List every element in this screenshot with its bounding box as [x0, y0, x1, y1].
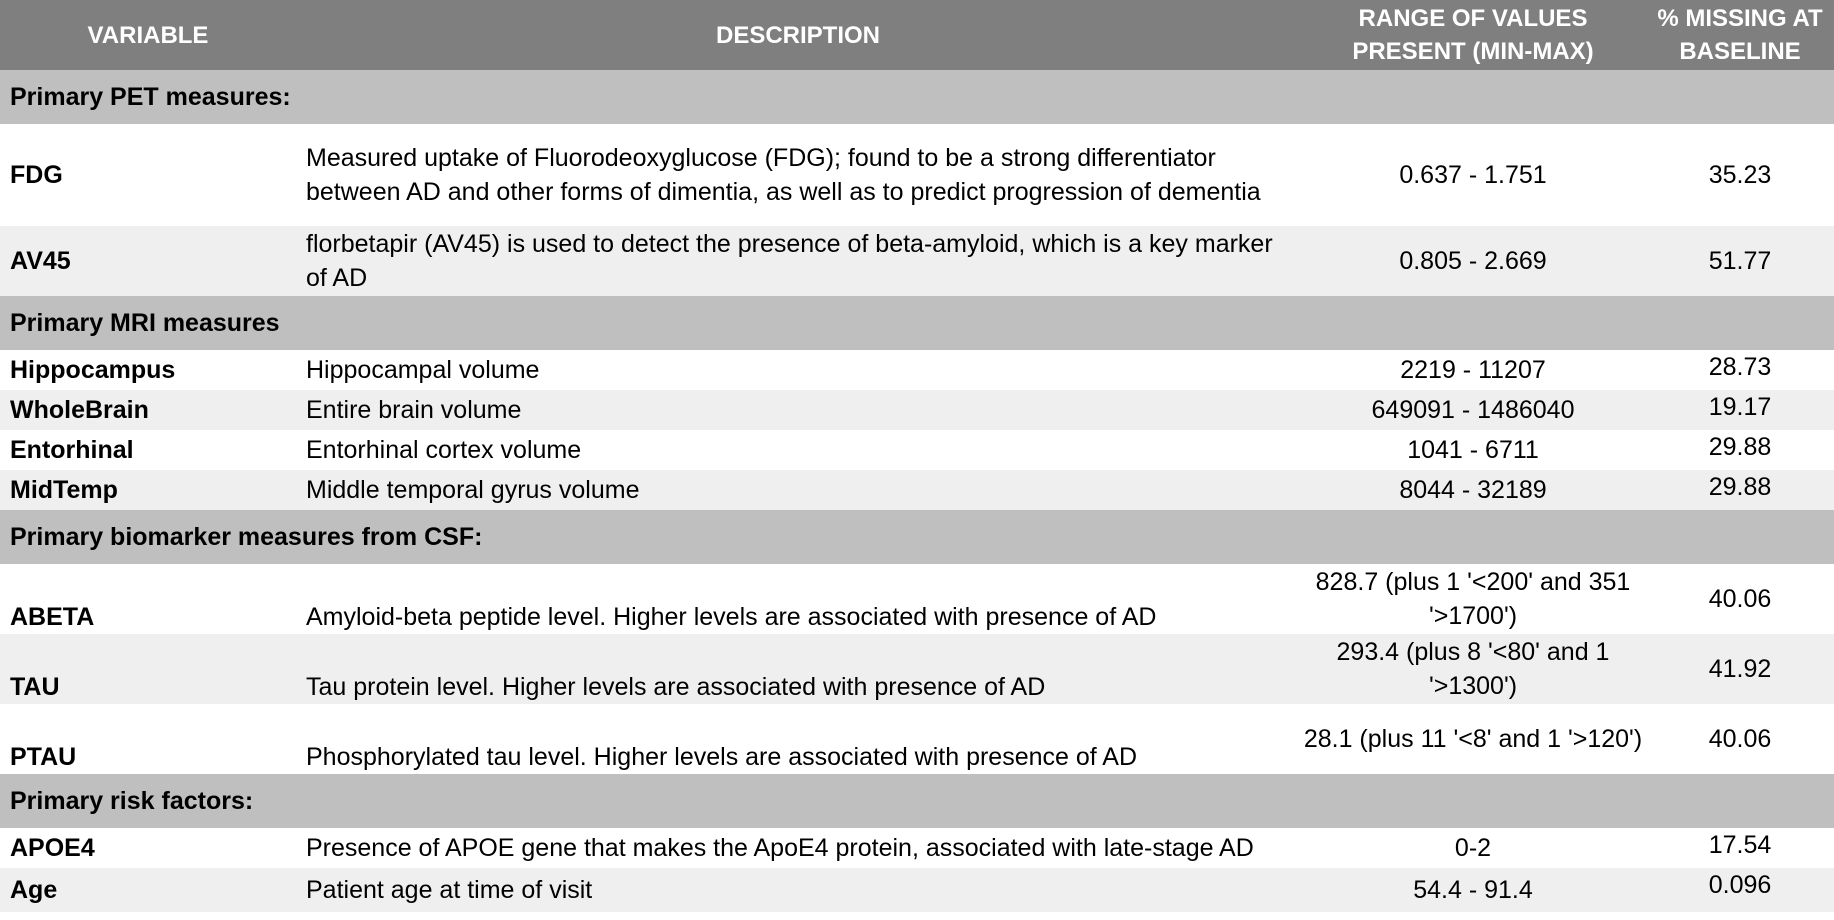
table-row [0, 350, 1834, 390]
cell-missing: 35.23 [1708, 161, 1772, 189]
cell-variable: ABETA [10, 603, 95, 631]
cell-description: Measured uptake of Fluorodeoxyglucose (FDG); found to be a strong differentiator between AD and other forms of dimentia, as well as to predict progression of dementia [306, 144, 1261, 206]
cell-description: Entire brain volume [306, 396, 522, 424]
cell-variable: FDG [10, 161, 63, 189]
section-header [0, 774, 1834, 828]
cell-range: 0-2 [1454, 834, 1492, 862]
table-row [0, 124, 1834, 226]
cell-description: Patient age at time of visit [306, 876, 593, 904]
section-header [0, 510, 1834, 564]
cell-range: 293.4 (plus 8 '<80' and 1 '>1300') [1336, 638, 1610, 700]
cell-variable: MidTemp [10, 476, 118, 504]
cell-range: 828.7 (plus 1 '<200' and 351 '>1700') [1315, 568, 1631, 630]
table-row [0, 226, 1834, 296]
header-range: RANGE OF VALUES PRESENT (MIN-MAX) [1352, 5, 1594, 65]
cell-variable: TAU [10, 673, 60, 701]
cell-range: 28.1 (plus 11 '<8' and 1 '>120') [1303, 725, 1643, 753]
cell-description: Middle temporal gyrus volume [306, 476, 640, 504]
table-header [0, 0, 1834, 70]
cell-missing: 29.88 [1708, 473, 1772, 501]
header-missing: % MISSING AT BASELINE [1657, 5, 1823, 65]
cell-range: 0.637 - 1.751 [1399, 161, 1547, 189]
cell-missing: 51.77 [1708, 247, 1772, 275]
table-row [0, 704, 1834, 774]
cell-range: 1041 - 6711 [1407, 436, 1539, 464]
table-row [0, 634, 1834, 704]
cell-missing: 28.73 [1708, 353, 1772, 381]
cell-description: Hippocampal volume [306, 356, 540, 384]
cell-missing: 0.096 [1708, 871, 1772, 899]
cell-description: Presence of APOE gene that makes the ApoE4 protein, associated with late-stage AD [306, 834, 1254, 862]
cell-missing: 19.17 [1708, 393, 1772, 421]
cell-description: Tau protein level. Higher levels are associated with presence of AD [306, 673, 1046, 701]
section-header [0, 70, 1834, 124]
cell-variable: Entorhinal [10, 436, 134, 464]
section-title: Primary biomarker measures from CSF: [10, 523, 483, 551]
section-title: Primary MRI measures [10, 309, 280, 337]
table-row [0, 868, 1834, 912]
cell-missing: 17.54 [1708, 831, 1772, 859]
section-title: Primary risk factors: [10, 787, 254, 815]
cell-description: Phosphorylated tau level. Higher levels are associated with presence of AD [306, 743, 1138, 771]
table-row [0, 430, 1834, 470]
section-title: Primary PET measures: [10, 83, 291, 111]
table-row [0, 564, 1834, 634]
cell-variable: PTAU [10, 743, 77, 771]
cell-description: Amyloid-beta peptide level. Higher levels are associated with presence of AD [306, 603, 1157, 631]
cell-missing: 41.92 [1708, 655, 1772, 683]
cell-range: 0.805 - 2.669 [1399, 247, 1547, 275]
cell-variable: Age [10, 876, 58, 904]
table-row [0, 828, 1834, 868]
cell-description: Entorhinal cortex volume [306, 436, 582, 464]
table-row [0, 390, 1834, 430]
cell-description: florbetapir (AV45) is used to detect the presence of beta-amyloid, which is a key marker of AD [306, 230, 1273, 292]
cell-range: 54.4 - 91.4 [1413, 876, 1533, 904]
cell-range: 8044 - 32189 [1399, 476, 1547, 504]
header-description: DESCRIPTION [715, 21, 880, 49]
table-row [0, 470, 1834, 510]
cell-variable: WholeBrain [10, 396, 149, 424]
cell-missing: 40.06 [1708, 725, 1772, 753]
cell-missing: 29.88 [1708, 433, 1772, 461]
header-variable: VARIABLE [87, 21, 209, 49]
cell-missing: 40.06 [1708, 585, 1772, 613]
cell-variable: AV45 [10, 247, 71, 275]
cell-range: 2219 - 11207 [1400, 356, 1546, 384]
cell-variable: Hippocampus [10, 356, 176, 384]
section-header [0, 296, 1834, 350]
cell-variable: APOE4 [10, 834, 95, 862]
cell-range: 649091 - 1486040 [1371, 396, 1575, 424]
